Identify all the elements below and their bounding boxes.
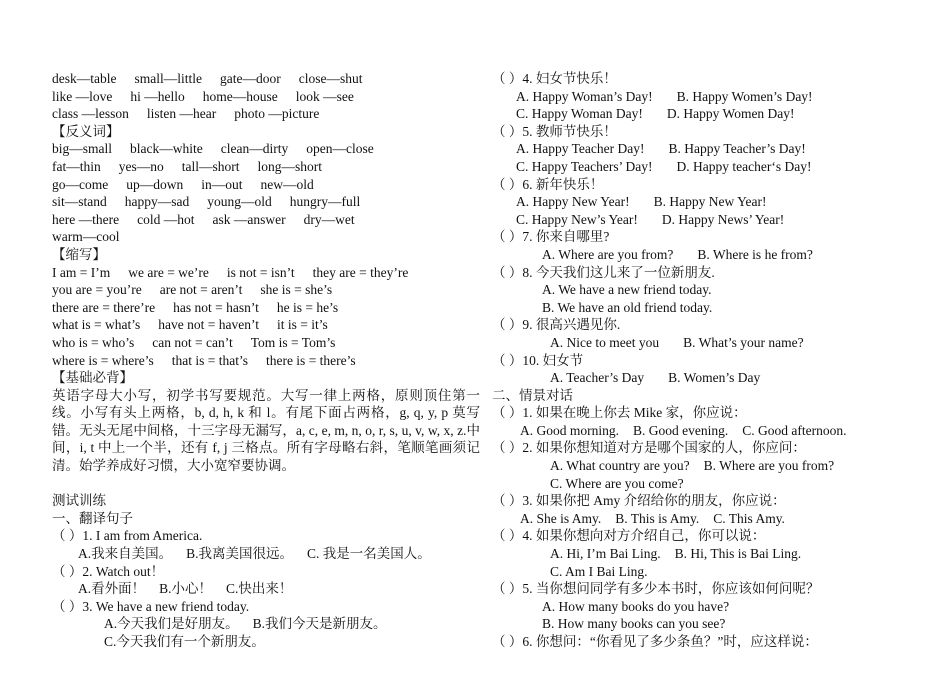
- word-pair: small—little: [134, 71, 202, 86]
- answer-option: B. Good evening.: [633, 422, 729, 438]
- spacer: [52, 475, 480, 493]
- option-row: [492, 246, 932, 264]
- answer-option: C. Am I Bai Ling.: [550, 563, 648, 579]
- answer-option: C. This Amy.: [713, 510, 785, 526]
- answer-option: A.看外面！: [78, 581, 146, 597]
- answer-option: A. Happy New Year!: [516, 194, 630, 210]
- answer-option: A.我来自美国。: [78, 546, 173, 562]
- question: （ ）2. 如果你想知道对方是哪个国家的人，你应问：: [492, 440, 806, 456]
- word-pair: we are = we’re: [128, 264, 209, 280]
- answer-option: A. Nice to meet you: [550, 334, 660, 350]
- word-pair: can not = can’t: [152, 334, 233, 350]
- question: （ ）8. 今天我们这儿来了一位新朋友.: [492, 264, 715, 280]
- test-title: 测试训练: [52, 493, 106, 509]
- word-pair: has not = hasn’t: [173, 299, 259, 315]
- word-pair: hi —hello: [130, 88, 185, 104]
- left-column: [52, 70, 480, 651]
- option-row: [492, 140, 932, 158]
- question: （ ）3. We have a new friend today.: [52, 598, 250, 614]
- word-pair: she is = she’s: [260, 282, 333, 298]
- answer-option: B.我们今天是新朋友。: [252, 616, 387, 632]
- answer-option: C.今天我们有一个新朋友。: [104, 634, 265, 649]
- answer-option: C. Good afternoon.: [742, 422, 847, 438]
- word-pair: where is = where’s: [52, 352, 154, 368]
- word-pair: that is = that’s: [171, 352, 248, 368]
- answer-option: D. Happy teacher‘s Day!: [676, 158, 812, 174]
- right-column: [492, 70, 932, 651]
- word-pair: hungry—full: [289, 194, 361, 210]
- synonym-line: [52, 70, 480, 88]
- word-pair: young—old: [207, 194, 272, 210]
- word-pair: desk—table: [52, 71, 117, 86]
- question: （ ）4. 妇女节快乐！: [492, 71, 617, 86]
- basics-paragraph: 英语字母大小写，初学书写要规范。大写一律上两格，原则顶住第一线。小写有头上两格，b, d, h, k 和 l。有尾下面占两格，g, q, y, p 莫写错。无头无尾中间格，十三字母无漏写，a, c, e, m, n, o, r, s, u, v, w, x, z.中间，i, t 中上一个半，还有 f, j 三格点。所有字母略右斜，笔顺笔画须记清。始学养成好习惯，大小宽窄要协调。: [52, 387, 480, 474]
- word-pair: warm—cool: [52, 229, 120, 245]
- word-pair: new—old: [260, 176, 314, 192]
- word-pair: cold —hot: [137, 211, 195, 227]
- question: （ ）7. 你来自哪里?: [492, 229, 610, 245]
- basics-heading: 【基础必背】: [52, 370, 133, 386]
- word-pair: have not = haven’t: [158, 317, 259, 333]
- word-pair: open—close: [306, 141, 374, 157]
- question: （ ）4. 如果你想向对方介绍自己，你可以说：: [492, 528, 766, 544]
- question: （ ）5. 教师节快乐！: [492, 123, 617, 139]
- option-row: [52, 580, 480, 598]
- section-title: 二、情景对话: [492, 387, 573, 403]
- contraction-line: [52, 352, 480, 370]
- question: （ ）2. Watch out！: [52, 563, 165, 579]
- antonym-line: [52, 176, 480, 194]
- answer-option: C. Where are you come?: [550, 475, 684, 491]
- word-pair: close—shut: [298, 71, 363, 86]
- contraction-line: [52, 281, 480, 299]
- answer-option: B. Where are you from?: [703, 458, 835, 474]
- section-title: 一、翻译句子: [52, 510, 133, 526]
- word-pair: you are = you’re: [52, 282, 142, 298]
- synonym-line: [52, 105, 480, 123]
- answer-option: A. Good morning.: [520, 422, 619, 438]
- answer-option: B. Happy New Year!: [653, 194, 767, 210]
- word-pair: dry—wet: [303, 211, 355, 227]
- contraction-line: [52, 264, 480, 282]
- word-pair: who is = who’s: [52, 334, 135, 350]
- option-row: [492, 545, 932, 563]
- question: （ ）3. 如果你把 Amy 介绍给你的朋友，你应说：: [492, 493, 786, 509]
- option-row: [492, 598, 932, 616]
- question: （ ）9. 很高兴遇见你.: [492, 317, 621, 333]
- word-pair: look —see: [295, 88, 354, 104]
- antonym-line: [52, 158, 480, 176]
- word-pair: listen —hear: [146, 106, 217, 122]
- word-pair: big—small: [52, 141, 112, 157]
- answer-option: A. Teacher’s Day: [550, 370, 645, 386]
- option-row: [492, 211, 932, 229]
- answer-option: D. Happy News’ Year!: [661, 211, 785, 227]
- answer-option: B. We have an old friend today.: [542, 299, 713, 315]
- word-pair: black—white: [130, 141, 203, 157]
- question: （ ）1. 如果在晚上你去 Mike 家，你应说：: [492, 405, 747, 421]
- word-pair: photo —picture: [234, 106, 320, 122]
- answer-option: A. We have a new friend today.: [542, 282, 712, 298]
- word-pair: here —there: [52, 211, 120, 227]
- option-row: [492, 88, 932, 106]
- option-row: [492, 281, 932, 299]
- contraction-line: [52, 334, 480, 352]
- option-row: [492, 158, 932, 176]
- word-pair: in—out: [201, 176, 243, 192]
- answer-option: C.快出来！: [226, 581, 293, 597]
- option-row: [492, 510, 932, 528]
- word-pair: there is = there’s: [265, 352, 356, 368]
- word-pair: I am = I’m: [52, 264, 111, 280]
- answer-option: B. How many books can you see?: [542, 616, 726, 632]
- answer-option: A. Hi, I’m Bai Ling.: [550, 546, 661, 562]
- answer-option: C. Happy Woman Day!: [516, 106, 643, 122]
- question: （ ）5. 当你想问同学有多少本书时，你应该如何问呢？: [492, 581, 820, 597]
- answer-option: A.今天我们是好朋友。: [104, 616, 239, 632]
- answer-option: A. Where are you from?: [542, 246, 674, 262]
- antonym-line: [52, 193, 480, 211]
- answer-option: B.我离美国很远。: [186, 546, 294, 562]
- word-pair: like —love: [52, 88, 113, 104]
- answer-option: A. What country are you?: [550, 458, 690, 474]
- word-pair: it is = it’s: [276, 317, 328, 333]
- answer-option: B. Women’s Day: [668, 370, 761, 386]
- option-row: [492, 563, 932, 581]
- answer-option: C. Happy Teachers’ Day!: [516, 158, 653, 174]
- option-row: [492, 105, 932, 123]
- antonym-line: [52, 228, 480, 246]
- word-pair: they are = they’re: [312, 264, 409, 280]
- answer-option: B. Happy Women’s Day!: [676, 88, 813, 104]
- answer-option: B. Where is he from?: [697, 246, 813, 262]
- word-pair: clean—dirty: [220, 141, 289, 157]
- question: （ ）6. 新年快乐！: [492, 176, 604, 192]
- option-row: [52, 615, 480, 633]
- option-row: [492, 299, 932, 317]
- word-pair: long—short: [257, 158, 323, 174]
- question: （ ）6. 你想问：“你看见了多少条鱼？”时，应这样说：: [492, 634, 818, 649]
- word-pair: happy—sad: [124, 194, 190, 210]
- word-pair: there are = there’re: [52, 299, 156, 315]
- antonyms-heading: 【反义词】: [52, 123, 120, 139]
- answer-option: A. She is Amy.: [520, 510, 602, 526]
- word-pair: tall—short: [181, 158, 240, 174]
- word-pair: yes—no: [118, 158, 164, 174]
- option-row: [492, 615, 932, 633]
- word-pair: go—come: [52, 176, 109, 192]
- contraction-line: [52, 316, 480, 334]
- word-pair: up—down: [126, 176, 184, 192]
- antonym-line: [52, 211, 480, 229]
- answer-option: B. This is Amy.: [615, 510, 700, 526]
- word-pair: he is = he’s: [276, 299, 339, 315]
- answer-option: B. Hi, This is Bai Ling.: [674, 546, 802, 562]
- option-row: [492, 475, 932, 493]
- contraction-line: [52, 299, 480, 317]
- word-pair: gate—door: [219, 71, 281, 86]
- word-pair: Tom is = Tom’s: [250, 334, 336, 350]
- option-row: [492, 457, 932, 475]
- answer-option: B.小心！: [159, 581, 213, 597]
- word-pair: fat—thin: [52, 158, 101, 174]
- contractions-heading: 【缩写】: [52, 246, 106, 262]
- answer-option: A. How many books do you have?: [542, 598, 730, 614]
- option-row: [492, 422, 932, 440]
- word-pair: class —lesson: [52, 106, 129, 122]
- option-row: [52, 633, 480, 651]
- answer-option: C. 我是一名美国人。: [307, 546, 431, 562]
- question: （ ）10. 妇女节: [492, 352, 584, 368]
- word-pair: what is = what’s: [52, 317, 141, 333]
- word-pair: home—house: [202, 88, 278, 104]
- answer-option: B. Happy Teacher’s Day!: [668, 141, 806, 157]
- synonym-line: [52, 88, 480, 106]
- question: （ ）1. I am from America.: [52, 528, 203, 544]
- antonym-line: [52, 140, 480, 158]
- option-row: [492, 193, 932, 211]
- answer-option: D. Happy Women Day!: [666, 106, 795, 122]
- option-row: [492, 334, 932, 352]
- word-pair: sit—stand: [52, 194, 107, 210]
- option-row: [492, 369, 932, 387]
- word-pair: is not = isn’t: [226, 264, 295, 280]
- answer-option: C. Happy New’s Year!: [516, 211, 638, 227]
- answer-option: B. What’s your name?: [683, 334, 804, 350]
- word-pair: are not = aren’t: [159, 282, 243, 298]
- option-row: [52, 545, 480, 563]
- answer-option: A. Happy Teacher Day!: [516, 141, 645, 157]
- word-pair: ask —answer: [212, 211, 286, 227]
- answer-option: A. Happy Woman’s Day!: [516, 88, 653, 104]
